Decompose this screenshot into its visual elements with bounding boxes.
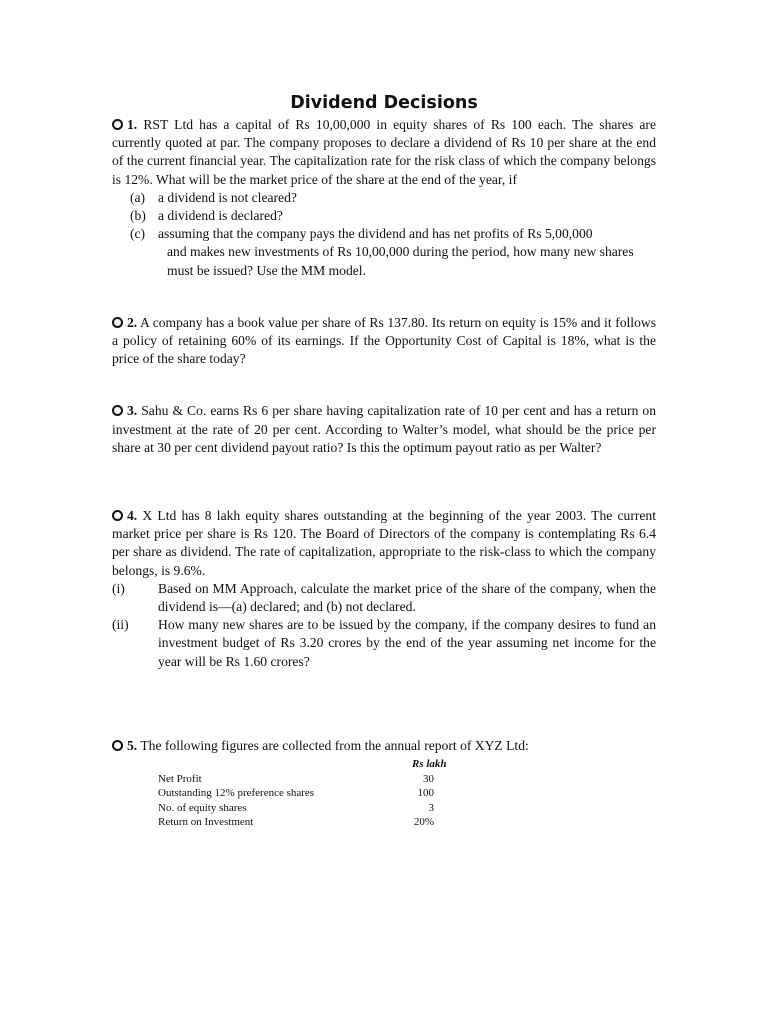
circle-bullet-icon bbox=[112, 405, 123, 416]
row-value: 100 bbox=[417, 787, 434, 800]
document-page bbox=[112, 92, 656, 830]
question-5 bbox=[112, 737, 656, 830]
question-number: 3. bbox=[127, 403, 138, 419]
circle-bullet-icon bbox=[112, 740, 123, 751]
page-title: Dividend Decisions bbox=[290, 93, 478, 113]
question-2 bbox=[112, 314, 656, 369]
question-3 bbox=[112, 402, 656, 457]
sub-question-list bbox=[112, 189, 656, 280]
question-text: The following figures are collected from the annual report of XYZ Ltd: bbox=[140, 737, 529, 753]
question-4 bbox=[112, 507, 656, 671]
list-marker: (c) bbox=[130, 226, 146, 242]
question-number: 4. bbox=[127, 508, 138, 524]
list-marker: (i) bbox=[112, 580, 125, 596]
list-item-text: assuming that the company pays the dividend and has net profits of Rs 5,00,000 bbox=[158, 226, 593, 242]
list-item bbox=[112, 189, 656, 207]
list-item-text: a dividend is not cleared? bbox=[158, 189, 297, 205]
question-text: RST Ltd has a capital of Rs 10,00,000 in equity shares of Rs 100 each. The shares are currently quoted at par. The company proposes to declare a dividend of Rs 10 per share at the end of the current financial year. The capitalization rate for the risk class of which the company belongs is 12%. What will be the market price of the share at the end of the year, if bbox=[112, 117, 656, 187]
row-label: Net Profit bbox=[158, 772, 202, 785]
row-label: No. of equity shares bbox=[158, 801, 247, 814]
question-number: 1. bbox=[127, 117, 138, 132]
list-item-text-continued: and makes new investments of Rs 10,00,000 during the period, how many new shares must be issued? Use the MM model. bbox=[167, 244, 634, 278]
row-value: 3 bbox=[428, 801, 434, 814]
row-value: 30 bbox=[423, 772, 434, 785]
circle-bullet-icon bbox=[112, 317, 123, 328]
sub-question-list bbox=[112, 580, 656, 671]
row-label: Outstanding 12% preference shares bbox=[158, 787, 315, 800]
question-number: 5. bbox=[127, 737, 138, 753]
figures-table bbox=[112, 757, 656, 830]
question-1 bbox=[112, 116, 656, 280]
list-marker: (a) bbox=[130, 189, 146, 205]
question-text: A company has a book value per share of Rs 137.80. Its return on equity is 15% and it follows a policy of retaining 60% of its earnings. If the Opportunity Cost of Capital is 18%, what is the price of the share today? bbox=[112, 314, 656, 367]
question-text: Sahu & Co. earns Rs 6 per share having capitalization rate of 10 per cent and has a return on investment at the rate of 20 per cent. According to Walter’s model, what should be the price per share at 30 per cent dividend payout ratio? Is this the optimum payout ratio as per Walter? bbox=[112, 403, 656, 455]
table-row bbox=[112, 772, 656, 787]
list-item-text: a dividend is declared? bbox=[158, 208, 283, 224]
list-item bbox=[112, 225, 656, 280]
table-row bbox=[112, 786, 656, 801]
question-number: 2. bbox=[127, 314, 138, 330]
list-item bbox=[112, 580, 656, 616]
circle-bullet-icon bbox=[112, 119, 123, 130]
question-text: X Ltd has 8 lakh equity shares outstanding at the beginning of the year 2003. The current market price per share is Rs 120. The Board of Directors of the company is contemplating Rs 6.4 per share as dividend. The rate of capitalization, appropriate to the risk-class to which the company belongs, is 9.6%. bbox=[112, 508, 656, 578]
list-marker: (ii) bbox=[112, 617, 129, 633]
table-row bbox=[112, 801, 656, 816]
list-item bbox=[112, 616, 656, 671]
list-item-text: Based on MM Approach, calculate the market price of the share of the company, when the dividend is—(a) declared; and (b) not declared. bbox=[158, 580, 656, 615]
unit-header: Rs lakh bbox=[412, 758, 447, 771]
row-value: 20% bbox=[413, 816, 434, 829]
table-row bbox=[112, 815, 656, 830]
list-marker: (b) bbox=[130, 208, 146, 224]
list-item bbox=[112, 207, 656, 225]
circle-bullet-icon bbox=[112, 510, 123, 521]
row-label: Return on Investment bbox=[158, 816, 254, 829]
list-item-text: How many new shares are to be issued by the company, if the company desires to fund an investment budget of Rs 3.20 crores by the end of the year assuming net income for the year will be Rs 1.60 crores? bbox=[158, 617, 656, 669]
